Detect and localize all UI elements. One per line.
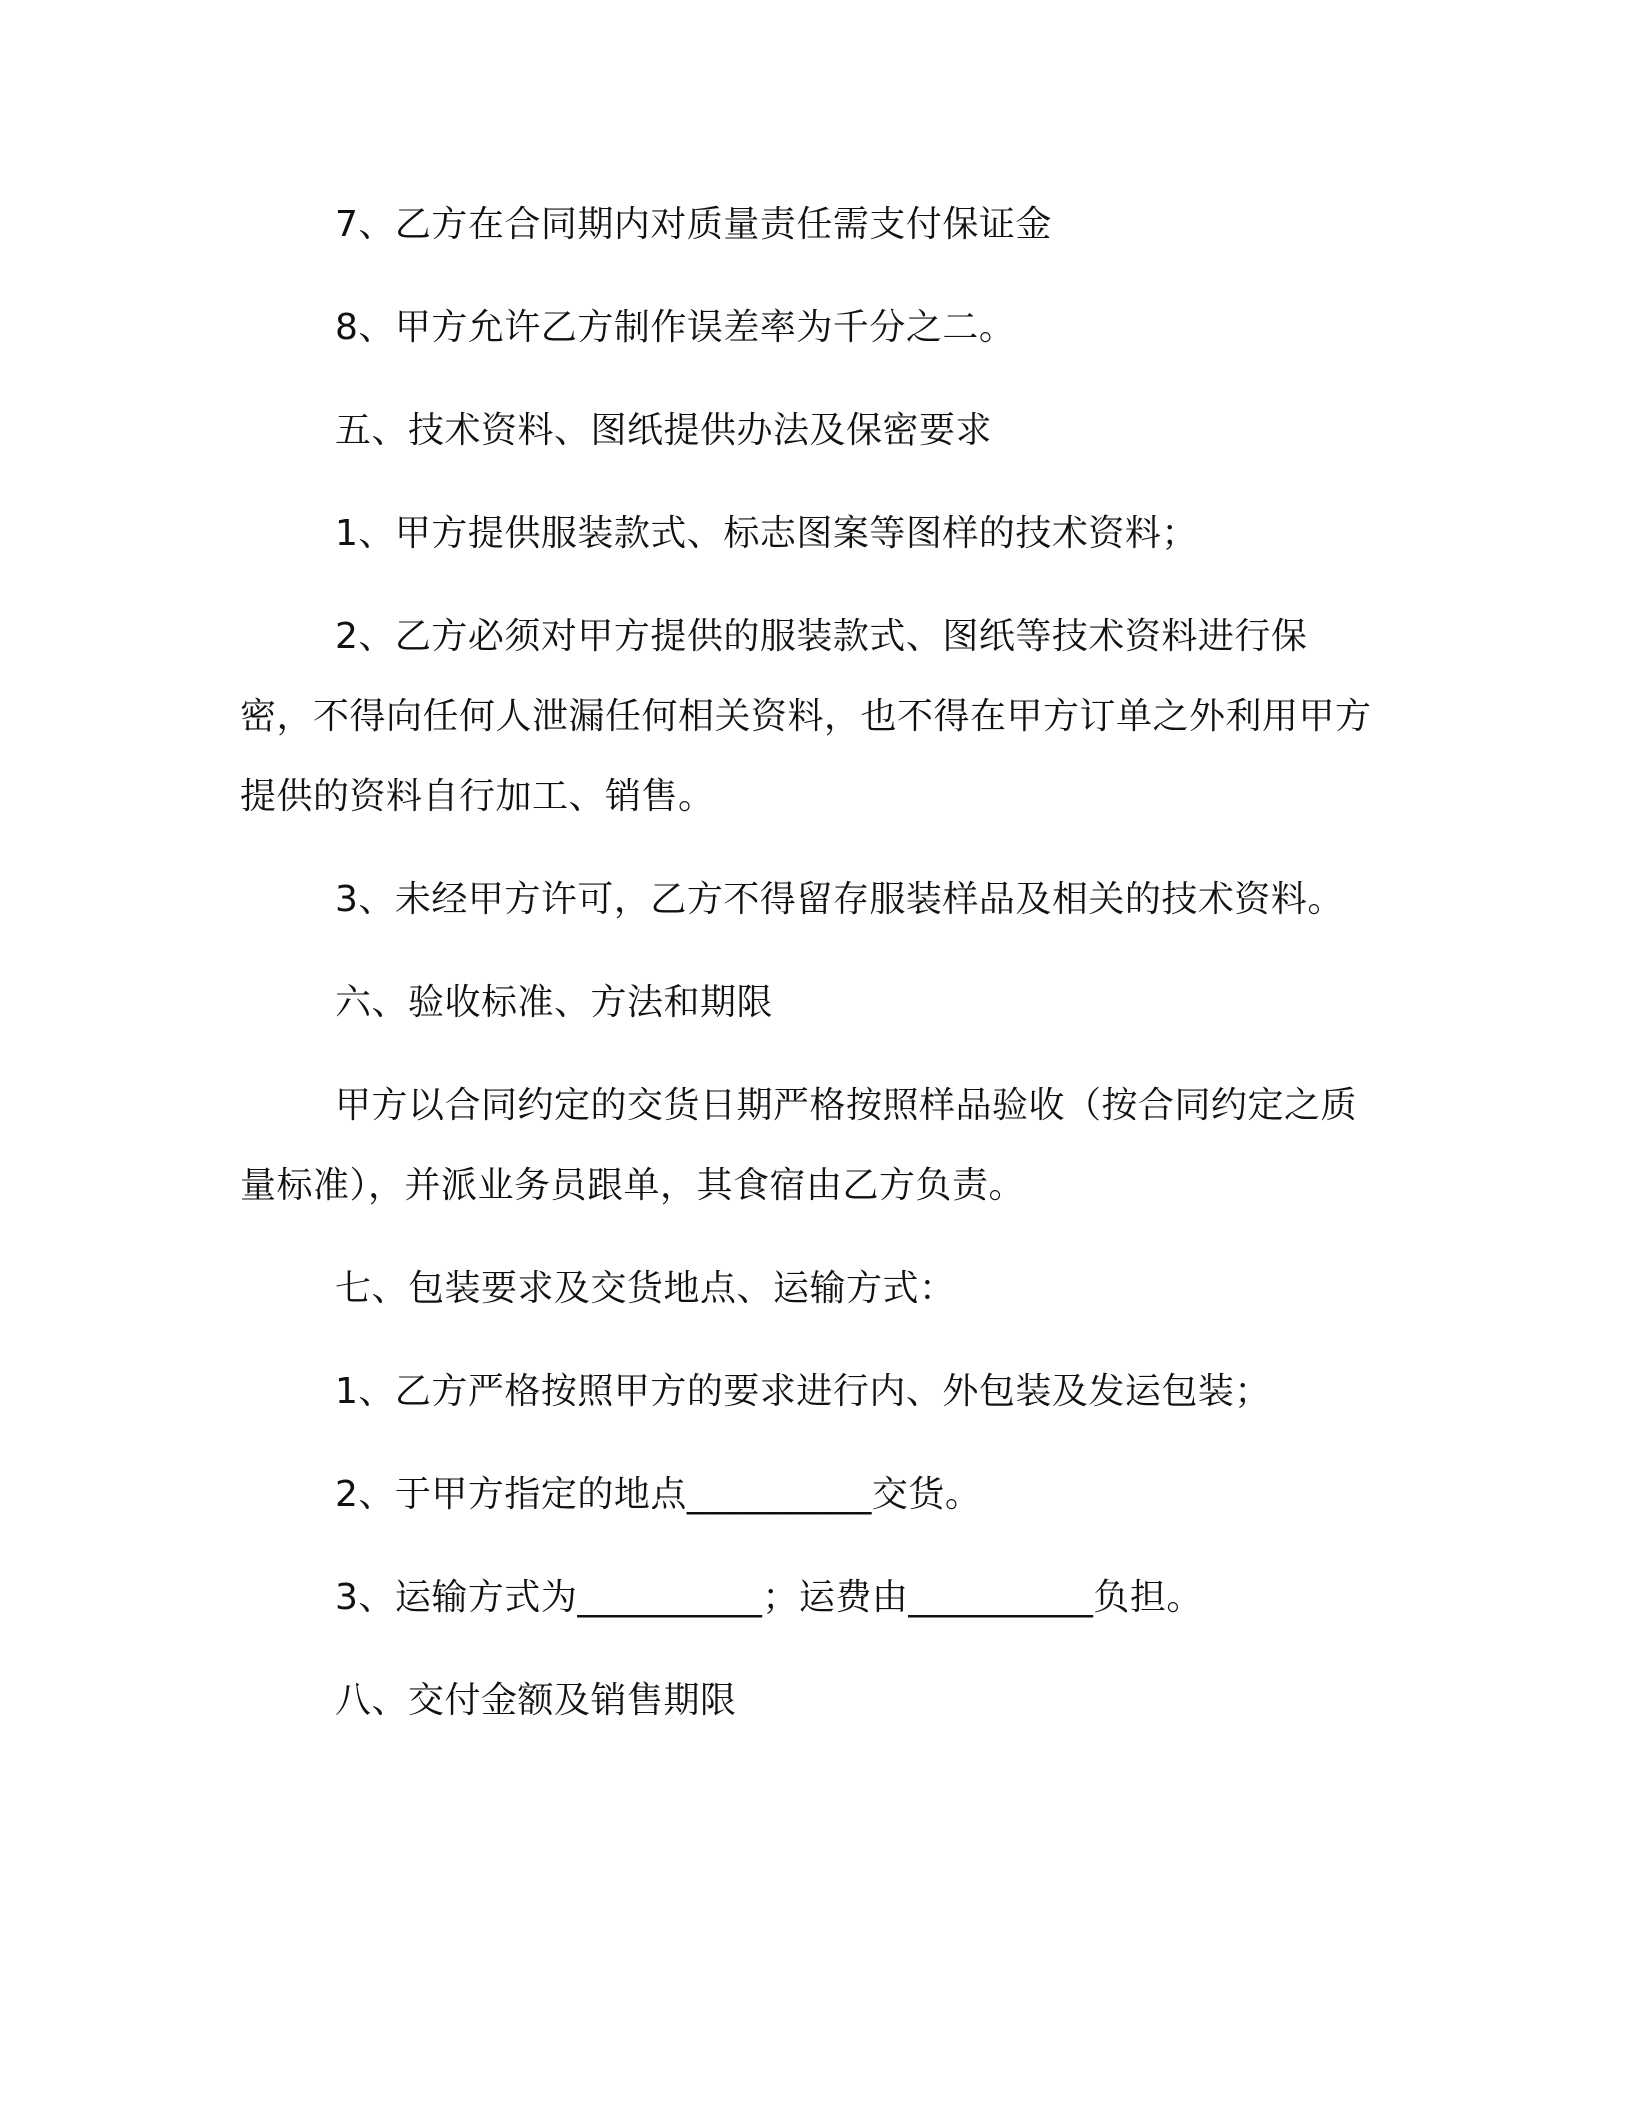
section-7-item-3: 3、运输方式为__________；运费由__________负担。 bbox=[335, 1577, 1203, 1618]
section-7-item-1: 1、乙方严格按照甲方的要求进行内、外包装及发运包装； bbox=[335, 1371, 1271, 1412]
clause-8-error-rate: 8、甲方允许乙方制作误差率为千分之二。 bbox=[335, 307, 1016, 348]
section-6-body: 甲方以合同约定的交货日期严格按照样品验收（按合同约定之质量标准），并派业务员跟单，其食宿由乙方负责。 bbox=[240, 1085, 1358, 1206]
section-5-heading: 五、技术资料、图纸提供办法及保密要求 bbox=[335, 410, 993, 451]
section-7-heading: 七、包装要求及交货地点、运输方式： bbox=[335, 1268, 956, 1309]
clause-7-deposit: 7、乙方在合同期内对质量责任需支付保证金 bbox=[335, 204, 1052, 245]
section-5-item-2: 2、乙方必须对甲方提供的服装款式、图纸等技术资料进行保密，不得向任何人泄漏任何相关资料，也不得在甲方订单之外利用甲方提供的资料自行加工、销售。 bbox=[240, 616, 1372, 817]
section-6-heading: 六、验收标准、方法和期限 bbox=[335, 982, 774, 1023]
section-8-heading: 八、交付金额及销售期限 bbox=[335, 1680, 737, 1721]
section-5-item-1: 1、甲方提供服装款式、标志图案等图样的技术资料； bbox=[335, 513, 1198, 554]
section-7-item-2: 2、于甲方指定的地点__________交货。 bbox=[335, 1474, 982, 1515]
section-5-item-3: 3、未经甲方许可，乙方不得留存服装样品及相关的技术资料。 bbox=[335, 879, 1344, 920]
document-page bbox=[240, 185, 1380, 1764]
